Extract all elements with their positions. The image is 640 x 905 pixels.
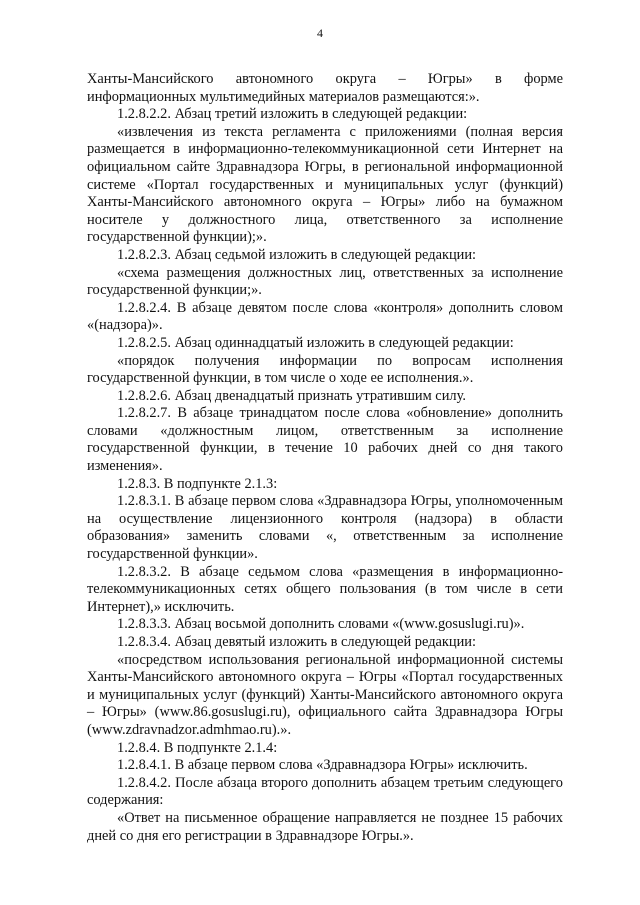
paragraph: 1.2.8.2.6. Абзац двенадцатый признать утратившим силу. xyxy=(117,387,466,404)
paragraph: 1.2.8.2.2. Абзац третий изложить в следующей редакции: xyxy=(117,106,468,123)
paragraph: «Ответ на письменное обращение направляется не позднее 15 рабочих дней со дня его регистрации в Здравнадзоре Югры.». xyxy=(87,809,563,844)
page-number: 4 xyxy=(317,26,323,40)
paragraph: «порядок получения информации по вопросам исполнения государственной функции, в том числе о ходе ее исполнения.». xyxy=(87,352,563,387)
paragraph: 1.2.8.3. В подпункте 2.1.3: xyxy=(117,475,278,492)
paragraph: 1.2.8.2.3. Абзац седьмой изложить в следующей редакции: xyxy=(117,246,477,263)
paragraph: 1.2.8.2.5. Абзац одиннадцатый изложить в следующей редакции: xyxy=(117,334,514,351)
paragraph: 1.2.8.3.2. В абзаце седьмом слова «размещения в информационно-телекоммуникационных сетях общего пользования (в том числе в сети Интернет),» исключить. xyxy=(87,563,563,615)
paragraph: «посредством использования региональной информационной системы Ханты-Мансийского автономного округа – Югры «Портал государственных и муниципальных услуг (функций) Ханты-Мансийского автономного округа – Югры» (www.86.gosuslugi.ru), официального сайта Здравнадзора Югры (www.zdravnadzor.admhmao.ru).». xyxy=(87,651,563,738)
paragraph: 1.2.8.3.4. Абзац девятый изложить в следующей редакции: xyxy=(117,634,476,650)
paragraph: 1.2.8.3.3. Абзац восьмой дополнить словами «(www.gosuslugi.ru)». xyxy=(117,616,525,633)
paragraph: 1.2.8.4.1. В абзаце первом слова «Здравнадзора Югры» исключить. xyxy=(117,757,528,774)
paragraph: 1.2.8.4.2. После абзаца второго дополнить абзацем третьим следующего содержания: xyxy=(87,774,563,809)
paragraph: 1.2.8.2.7. В абзаце тринадцатом после слова «обновление» дополнить словами «должностным лицом, ответственным за исполнение государственной функции, в течение 10 рабочих дней со дня такого изменения». xyxy=(87,405,563,475)
paragraph: «схема размещения должностных лиц, ответственных за исполнение государственной функции;». xyxy=(87,264,563,299)
paragraph: Ханты-Мансийского автономного округа – Югры» в форме информационных мультимедийных материалов размещаются:». xyxy=(87,71,563,105)
paragraph: 1.2.8.2.4. В абзаце девятом после слова «контроля» дополнить словом «(надзора)». xyxy=(87,299,563,334)
paragraph: «извлечения из текста регламента с приложениями (полная версия размещается в информационно-телекоммуникационной сети Интернет на официальном сайте Здравнадзора Югры, в региональной информационной системе «Портал государственных и муниципальных услуг (функций) Ханты-Мансийского автономного округа – Югры» либо на бумажном носителе у должностного лица, ответственного за исполнение государственной функции);». xyxy=(87,123,563,246)
paragraph: 1.2.8.3.1. В абзаце первом слова «Здравнадзора Югры, уполномоченным на осуществление лицензионного контроля (надзора) в области образования» заменить словами «, ответственным за исполнение государственной функции». xyxy=(87,493,563,563)
paragraph: 1.2.8.4. В подпункте 2.1.4: xyxy=(117,739,278,756)
document-body xyxy=(87,71,563,845)
